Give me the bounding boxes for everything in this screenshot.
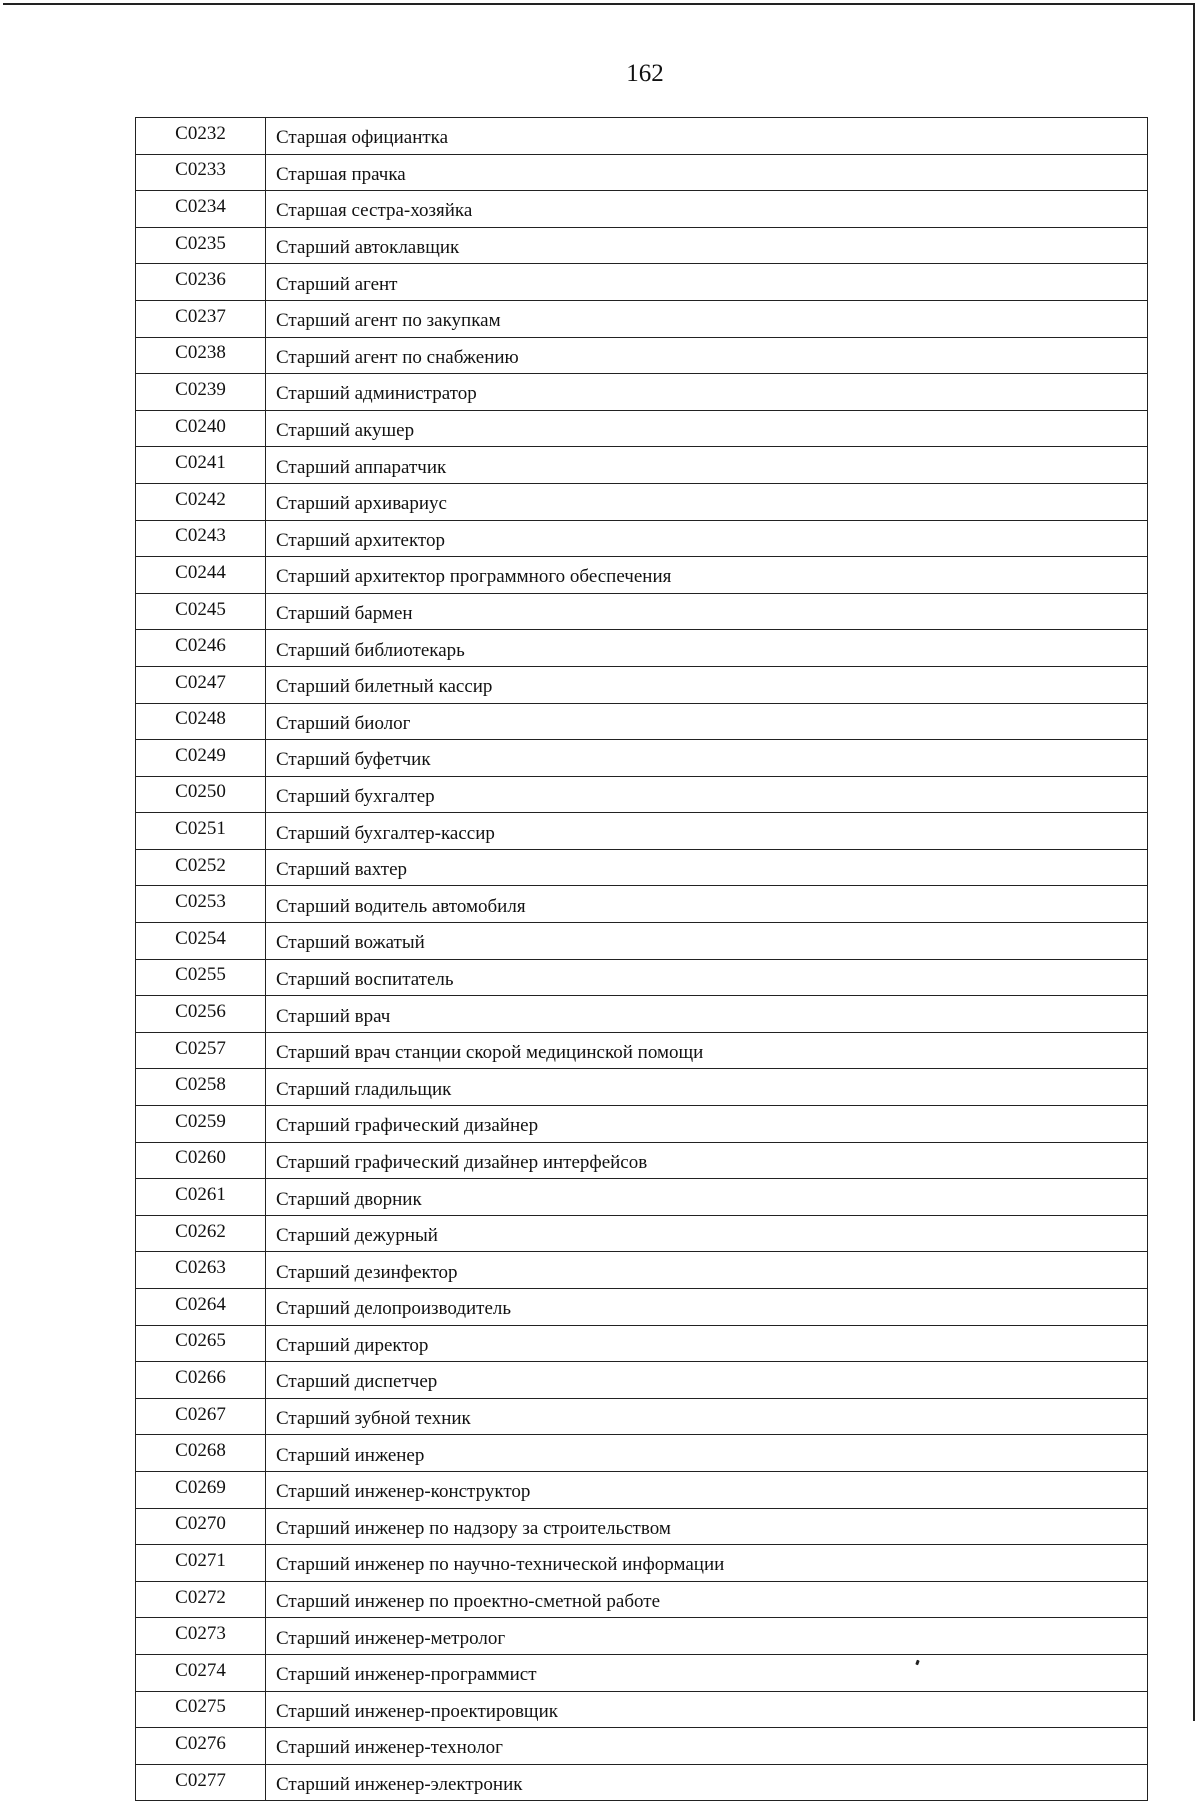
occupation-title-cell: Старший вожатый [266,923,1148,960]
table-row [136,227,1148,264]
occupation-code-cell: C0265 [136,1325,266,1362]
table-row [136,1106,1148,1143]
occupation-code-cell: C0232 [136,118,266,155]
occupation-code-cell: C0264 [136,1289,266,1326]
occupation-code-cell: C0234 [136,191,266,228]
occupation-code-cell: C0233 [136,154,266,191]
occupation-code-cell: C0238 [136,337,266,374]
occupation-title-cell: Старший библиотекарь [266,630,1148,667]
occupation-code-cell: C0237 [136,300,266,337]
table-row [136,849,1148,886]
occupation-code-cell: C0256 [136,996,266,1033]
table-row [136,1435,1148,1472]
occupation-code-cell: C0269 [136,1471,266,1508]
table-row [136,154,1148,191]
table-row [136,740,1148,777]
occupation-code-cell: C0242 [136,483,266,520]
table-row [136,1618,1148,1655]
occupation-code-cell: C0254 [136,923,266,960]
table-row [136,1032,1148,1069]
table-row [136,886,1148,923]
occupation-code-cell: C0272 [136,1581,266,1618]
occupation-title-cell: Старший зубной техник [266,1398,1148,1435]
occupation-code-cell: C0260 [136,1142,266,1179]
occupation-code-cell: C0273 [136,1618,266,1655]
occupation-title-cell: Старший инженер-метролог [266,1618,1148,1655]
table-row [136,959,1148,996]
occupation-title-cell: Старшая прачка [266,154,1148,191]
occupation-title-cell: Старший агент по закупкам [266,300,1148,337]
occupation-title-cell: Старший инженер-программист [266,1654,1148,1691]
table-row [136,1179,1148,1216]
occupation-code-cell: C0276 [136,1728,266,1765]
occupation-title-cell: Старший архитектор программного обеспечения [266,557,1148,594]
occupation-code-cell: C0268 [136,1435,266,1472]
occupation-title-cell: Старший автоклавщик [266,227,1148,264]
table-row [136,1289,1148,1326]
occupation-code-cell: C0247 [136,666,266,703]
occupation-code-cell: C0236 [136,264,266,301]
occupation-title-cell: Старший аппаратчик [266,447,1148,484]
occupation-code-cell: C0251 [136,813,266,850]
table-row [136,1654,1148,1691]
occupation-title-cell: Старший диспетчер [266,1362,1148,1399]
occupation-title-cell: Старший инженер [266,1435,1148,1472]
table-row [136,593,1148,630]
occupation-title-cell: Старший бухгалтер-кассир [266,813,1148,850]
occupation-code-cell: C0244 [136,557,266,594]
occupation-code-cell: C0240 [136,410,266,447]
table-row [136,1471,1148,1508]
table-row [136,1252,1148,1289]
table-row [136,374,1148,411]
occupation-title-cell: Старший инженер-технолог [266,1728,1148,1765]
table-row [136,923,1148,960]
occupation-code-cell: C0241 [136,447,266,484]
occupation-code-cell: C0266 [136,1362,266,1399]
occupation-title-cell: Старший акушер [266,410,1148,447]
table-row [136,1215,1148,1252]
occupation-code-cell: C0277 [136,1764,266,1801]
occupation-title-cell: Старший инженер по научно-технической информации [266,1545,1148,1582]
occupation-code-cell: C0246 [136,630,266,667]
table-row [136,520,1148,557]
occupation-title-cell: Старший дежурный [266,1215,1148,1252]
table-row [136,1325,1148,1362]
occupation-code-cell: C0263 [136,1252,266,1289]
occupation-title-cell: Старший архитектор [266,520,1148,557]
occupation-title-cell: Старший водитель автомобиля [266,886,1148,923]
table-row [136,447,1148,484]
occupation-code-cell: C0257 [136,1032,266,1069]
occupation-title-cell: Старший агент по снабжению [266,337,1148,374]
occupation-title-cell: Старший инженер-электроник [266,1764,1148,1801]
occupation-code-table [135,117,1148,1801]
table-row [136,703,1148,740]
occupation-title-cell: Старший инженер по надзору за строительством [266,1508,1148,1545]
occupation-title-cell: Старший билетный кассир [266,666,1148,703]
occupation-title-cell: Старший инженер-проектировщик [266,1691,1148,1728]
occupation-title-cell: Старший врач [266,996,1148,1033]
occupation-title-cell: Старший вахтер [266,849,1148,886]
occupation-title-cell: Старший бухгалтер [266,776,1148,813]
occupation-title-cell: Старший гладильщик [266,1069,1148,1106]
table-row [136,666,1148,703]
occupation-code-cell: C0245 [136,593,266,630]
table-row [136,557,1148,594]
occupation-title-cell: Старший делопроизводитель [266,1289,1148,1326]
occupation-code-cell: C0271 [136,1545,266,1582]
table-row [136,300,1148,337]
table-row [136,118,1148,155]
occupation-code-cell: C0243 [136,520,266,557]
table-row [136,264,1148,301]
table-row [136,1069,1148,1106]
table-row [136,410,1148,447]
occupation-title-cell: Старший агент [266,264,1148,301]
table-row [136,1362,1148,1399]
occupation-title-cell: Старший графический дизайнер [266,1106,1148,1143]
occupation-code-cell: C0249 [136,740,266,777]
occupation-title-cell: Старший архивариус [266,483,1148,520]
occupation-code-cell: C0274 [136,1654,266,1691]
occupation-code-cell: C0262 [136,1215,266,1252]
table-row [136,191,1148,228]
table-row [136,1728,1148,1765]
occupation-code-cell: C0267 [136,1398,266,1435]
table-body [136,118,1148,1801]
occupation-code-cell: C0275 [136,1691,266,1728]
page-number: 162 [626,60,664,87]
occupation-title-cell: Старшая сестра-хозяйка [266,191,1148,228]
table-row [136,1691,1148,1728]
occupation-title-cell: Старший инженер-конструктор [266,1471,1148,1508]
occupation-title-cell: Старший врач станции скорой медицинской помощи [266,1032,1148,1069]
occupation-title-cell: Старший биолог [266,703,1148,740]
occupation-code-cell: C0258 [136,1069,266,1106]
occupation-code-cell: C0235 [136,227,266,264]
table-row [136,776,1148,813]
occupation-code-cell: C0253 [136,886,266,923]
table-row [136,337,1148,374]
table-row [136,483,1148,520]
occupation-code-cell: C0248 [136,703,266,740]
table-row [136,1142,1148,1179]
occupation-code-cell: C0250 [136,776,266,813]
occupation-code-cell: C0261 [136,1179,266,1216]
occupation-title-cell: Старший бармен [266,593,1148,630]
occupation-title-cell: Старший дворник [266,1179,1148,1216]
table-row [136,996,1148,1033]
table-row [136,1545,1148,1582]
occupation-code-cell: C0270 [136,1508,266,1545]
occupation-code-cell: C0239 [136,374,266,411]
occupation-code-cell: C0259 [136,1106,266,1143]
occupation-code-cell: C0252 [136,849,266,886]
table-row [136,813,1148,850]
occupation-code-cell: C0255 [136,959,266,996]
occupation-title-cell: Старший инженер по проектно-сметной работе [266,1581,1148,1618]
occupation-title-cell: Старший директор [266,1325,1148,1362]
occupation-title-cell: Старший администратор [266,374,1148,411]
occupation-title-cell: Старшая официантка [266,118,1148,155]
table-row [136,1398,1148,1435]
occupation-title-cell: Старший дезинфектор [266,1252,1148,1289]
table-row [136,1508,1148,1545]
occupation-title-cell: Старший воспитатель [266,959,1148,996]
occupation-title-cell: Старший графический дизайнер интерфейсов [266,1142,1148,1179]
occupation-title-cell: Старший буфетчик [266,740,1148,777]
table-row [136,1581,1148,1618]
table-row [136,1764,1148,1801]
table-row [136,630,1148,667]
